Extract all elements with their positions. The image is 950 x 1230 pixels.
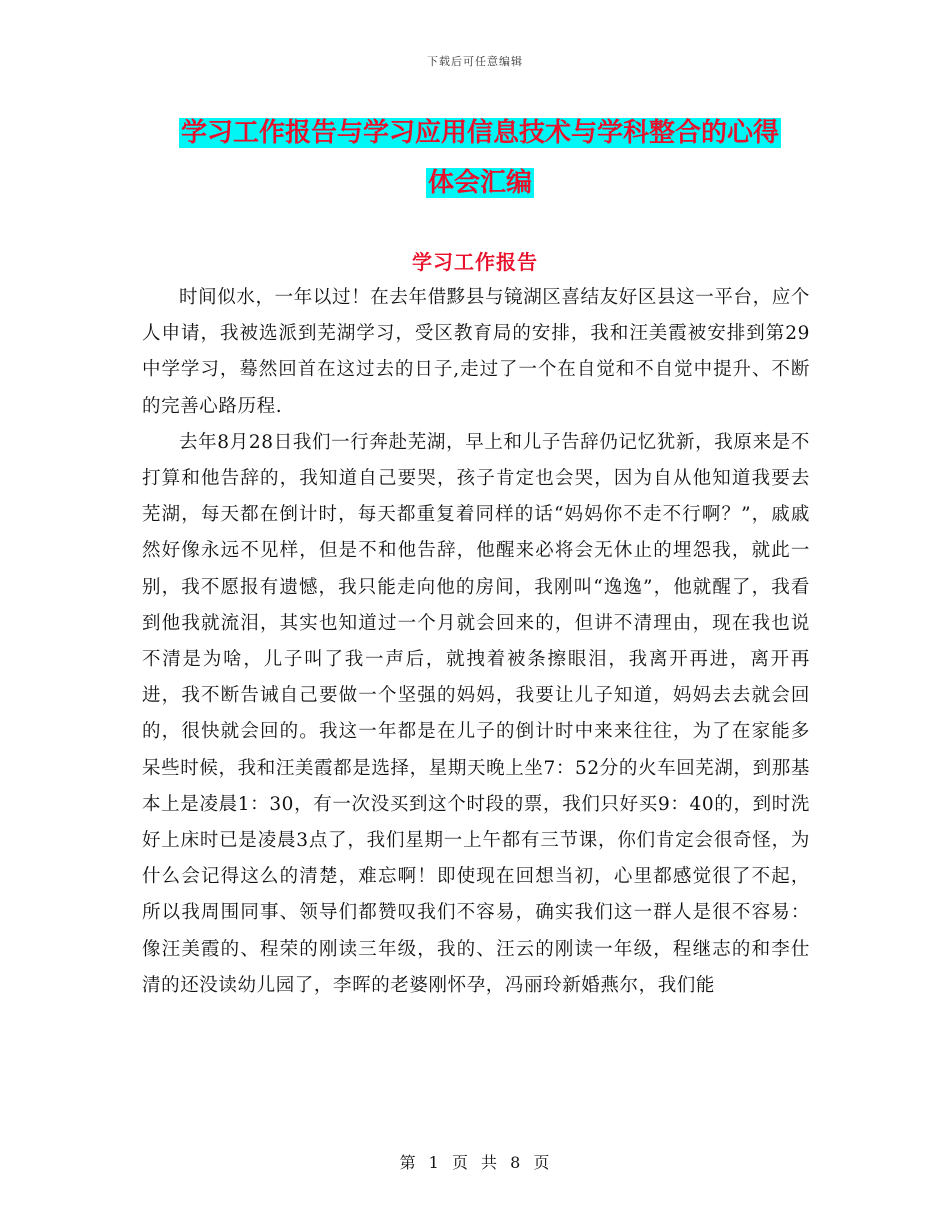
document-title-line-2: 体会汇编 xyxy=(427,168,532,198)
page-footer: 第 1 页 共 8 页 xyxy=(399,1153,551,1172)
body-text xyxy=(142,280,810,1004)
paragraph: 去年8月28日我们一行奔赴芜湖，早上和儿子告辞仍记忆犹新，我原来是不打算和他告辞的，我知道自己要哭，孩子肯定也会哭，因为自从他知道我要去芜湖，每天都在倒计时，每天都重复着同样的话“妈妈你不走不行啊？”，戚戚然好像永远不见样，但是不和他告辞，他醒来必将会无休止的埋怨我，就此一别，我不愿报有遗憾，我只能走向他的房间，我刚叫“逸逸”，他就醒了，我看到他我就流泪，其实也知道过一个月就会回来的，但讲不清理由，现在我也说不清是为啥，儿子叫了我一声后，就拽着被条擦眼泪，我离开再进，离开再进，我不断告诫自己要做一个坚强的妈妈，我要让儿子知道，妈妈去去就会回的，很快就会回的。我这一年都是在儿子的倒计时中来来往往，为了在家能多呆些时候，我和汪美霞都是选择，星期天晚上坐7：52分的火车回芜湖，到那基本上是凌晨1：30，有一次没买到这个时段的票，我们只好买9：40的，到时洗好上床时已是凌晨3点了，我们星期一上午都有三节课，你们肯定会很奇怪，为什么会记得这么的清楚，难忘啊！即使现在回想当初，心里都感觉很了不起，所以我周围同事、领导们都赞叹我们不容易，确实我们这一群人是很不容易：像汪美霞的、程荣的刚读三年级，我的、汪云的刚读一年级，程继志的和李仕清的还没读幼儿园了，李晖的老婆刚怀孕，冯丽玲新婚燕尔，我们能 xyxy=(142,431,810,996)
paragraph: 时间似水，一年以过！在去年借黟县与镜湖区喜结友好区县这一平台，应个人申请，我被选派到芜湖学习，受区教育局的安排，我和汪美霞被安排到第29中学学习，蓦然回首在这过去的日子,走过了一个在自觉和不自觉中提升、不断的完善心路历程. xyxy=(142,287,810,417)
section-heading: 学习工作报告 xyxy=(412,250,538,274)
document-title-line-1: 学习工作报告与学习应用信息技术与学科整合的心得 xyxy=(180,118,779,148)
document-title xyxy=(150,108,810,208)
header-note: 下载后可任意编辑 xyxy=(427,55,523,68)
